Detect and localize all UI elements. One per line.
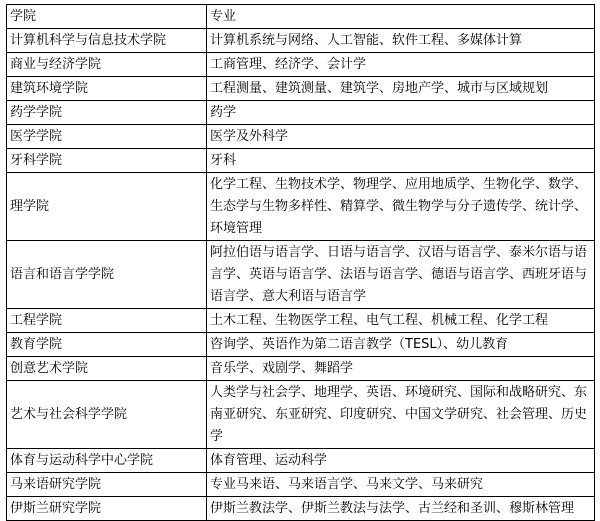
table-row <box>7 309 595 333</box>
major-cell: 咨询学、英语作为第二语言教学（TESL）、幼儿教育 <box>207 333 595 357</box>
college-cell: 商业与经济学院 <box>7 53 207 77</box>
major-cell: 音乐学、戏剧学、舞蹈学 <box>207 357 595 381</box>
table-row <box>7 29 595 53</box>
table-row <box>7 53 595 77</box>
major-cell: 人类学与社会学、地理学、英语、环境研究、国际和战略研究、东南亚研究、东亚研究、印度研究、中国文学研究、社会管理、历史学 <box>207 381 595 449</box>
college-cell: 教育学院 <box>7 333 207 357</box>
college-cell: 艺术与社会科学学院 <box>7 381 207 449</box>
table-row <box>7 473 595 497</box>
table-row <box>7 125 595 149</box>
major-cell: 药学 <box>207 101 595 125</box>
major-cell: 化学工程、生物技术学、物理学、应用地质学、生物化学、数学、生态学与生物多样性、精算学、微生物学与分子遗传学、统计学、环境管理 <box>207 173 595 241</box>
table-row <box>7 241 595 309</box>
header-college: 学院 <box>7 5 207 29</box>
major-cell: 土木工程、生物医学工程、电气工程、机械工程、化学工程 <box>207 309 595 333</box>
major-cell: 牙科 <box>207 149 595 173</box>
college-cell: 马来语研究学院 <box>7 473 207 497</box>
major-cell: 工程测量、建筑测量、建筑学、房地产学、城市与区域规划 <box>207 77 595 101</box>
table-row <box>7 357 595 381</box>
table-row <box>7 77 595 101</box>
table-row <box>7 333 595 357</box>
major-cell: 计算机系统与网络、人工智能、软件工程、多媒体计算 <box>207 29 595 53</box>
faculty-major-table <box>6 4 595 521</box>
table-row <box>7 381 595 449</box>
header-major: 专业 <box>207 5 595 29</box>
table-row <box>7 449 595 473</box>
college-cell: 理学院 <box>7 173 207 241</box>
college-cell: 建筑环境学院 <box>7 77 207 101</box>
college-cell: 工程学院 <box>7 309 207 333</box>
table-row <box>7 173 595 241</box>
college-cell: 医学学院 <box>7 125 207 149</box>
major-cell: 阿拉伯语与语言学、日语与语言学、汉语与语言学、泰米尔语与语言学、英语与语言学、法语与语言学、德语与语言学、西班牙语与语言学、意大利语与语言学 <box>207 241 595 309</box>
college-cell: 语言和语言学学院 <box>7 241 207 309</box>
table-row <box>7 101 595 125</box>
college-cell: 伊斯兰研究学院 <box>7 497 207 521</box>
college-cell: 药学学院 <box>7 101 207 125</box>
college-cell: 创意艺术学院 <box>7 357 207 381</box>
major-cell: 伊斯兰教法学、伊斯兰教法与法学、古兰经和圣训、穆斯林管理 <box>207 497 595 521</box>
college-cell: 计算机科学与信息技术学院 <box>7 29 207 53</box>
college-cell: 牙科学院 <box>7 149 207 173</box>
major-cell: 体育管理、运动科学 <box>207 449 595 473</box>
college-cell: 体育与运动科学中心学院 <box>7 449 207 473</box>
table-header-row <box>7 5 595 29</box>
table-row <box>7 149 595 173</box>
major-cell: 工商管理、经济学、会计学 <box>207 53 595 77</box>
major-cell: 专业马来语、马来语言学、马来文学、马来研究 <box>207 473 595 497</box>
major-cell: 医学及外科学 <box>207 125 595 149</box>
